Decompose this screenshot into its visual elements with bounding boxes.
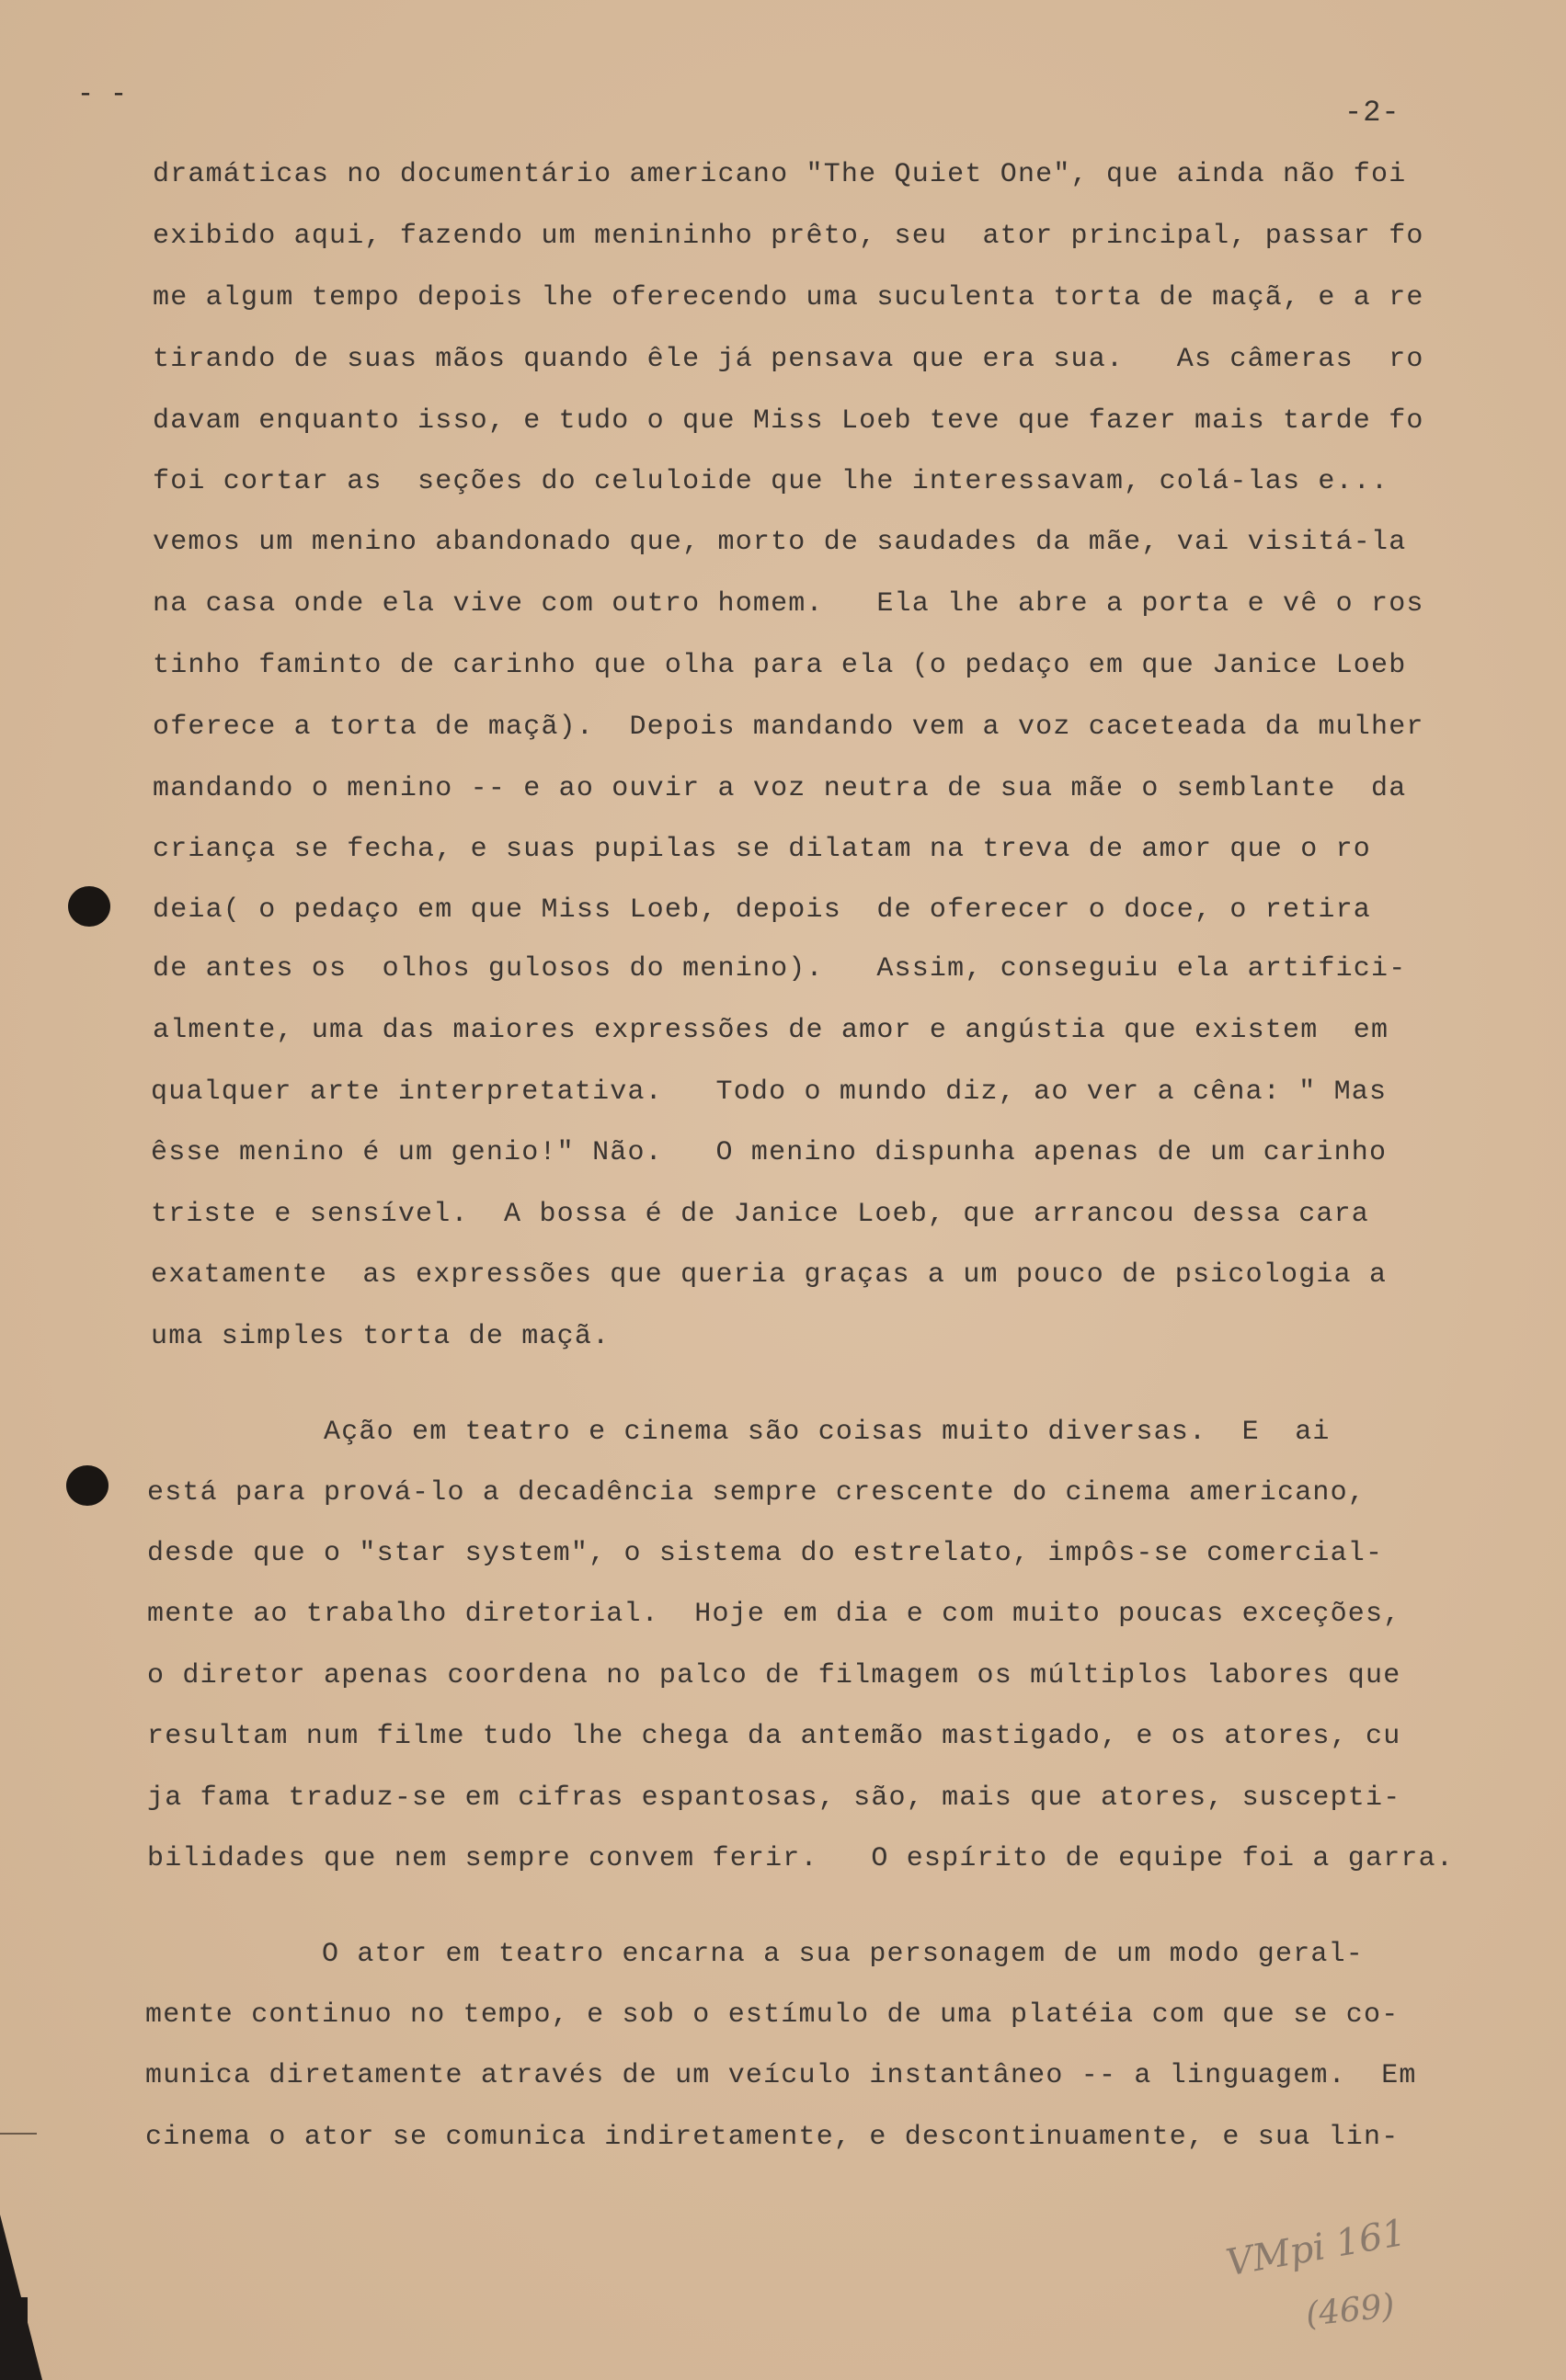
text-line: vemos um menino abandonado que, morto de saudades da mãe, vai visitá-la [153, 527, 1407, 558]
text-line: tirando de suas mãos quando êle já pensava que era sua. As câmeras ro [153, 344, 1424, 375]
text-line: resultam num filme tudo lhe chega da antemão mastigado, e os atores, cu [147, 1721, 1401, 1752]
punch-hole-top [68, 886, 110, 927]
text-line: almente, uma das maiores expressões de amor e angústia que existem em [153, 1015, 1389, 1046]
text-line: de antes os olhos gulosos do menino). Assim, conseguiu ela artifici- [153, 953, 1407, 985]
text-line: mandando o menino -- e ao ouvir a voz neutra de sua mãe o semblante da [153, 773, 1407, 804]
text-line: Ação em teatro e cinema são coisas muito diversas. E ai [147, 1417, 1331, 1448]
text-line: uma simples torta de maçã. [151, 1321, 611, 1352]
text-line: exatamente as expressões que queria graças a um pouco de psicologia a [151, 1259, 1388, 1291]
text-line: dramáticas no documentário americano "The Quiet One", que ainda não foi [153, 159, 1407, 190]
text-line: me algum tempo depois lhe oferecendo uma suculenta torta de maçã, e a re [153, 282, 1424, 313]
text-line: mente continuo no tempo, e sob o estímulo de uma platéia com que se co- [145, 1999, 1400, 2031]
text-line: criança se fecha, e suas pupilas se dilatam na treva de amor que o ro [153, 834, 1372, 865]
text-line: foi cortar as seções do celuloide que lhe interessavam, colá-las e... [153, 466, 1389, 497]
text-line: qualquer arte interpretativa. Todo o mundo diz, ao ver a cêna: " Mas [151, 1076, 1388, 1108]
text-line: munica diretamente através de um veículo instantâneo -- a linguagem. Em [145, 2060, 1417, 2091]
archive-handwritten-note: VMpi 161 [1223, 2211, 1410, 2285]
text-line: deia( o pedaço em que Miss Loeb, depois de oferecer o doce, o retira [153, 894, 1372, 926]
text-line: o diretor apenas coordena no palco de filmagem os múltiplos labores que [147, 1660, 1401, 1691]
page-corner-shadow-fill [0, 2297, 28, 2380]
text-line: O ator em teatro encarna a sua personagem de um modo geral- [145, 1939, 1365, 1970]
archive-handwritten-number: (469) [1304, 2286, 1397, 2334]
edge-mark [0, 2133, 37, 2135]
text-line: mente ao trabalho diretorial. Hoje em dia e com muito poucas exceções, [147, 1599, 1401, 1630]
text-line: ja fama traduz-se em cifras espantosas, são, mais que atores, suscepti- [147, 1782, 1401, 1814]
text-line: davam enquanto isso, e tudo o que Miss Loeb teve que fazer mais tarde fo [153, 405, 1424, 437]
text-line: cinema o ator se comunica indiretamente, e descontinuamente, e sua lin- [145, 2122, 1400, 2153]
text-line: êsse menino é um genio!" Não. O menino dispunha apenas de um carinho [151, 1137, 1388, 1168]
page-number: -2- [1344, 96, 1400, 130]
text-line: na casa onde ela vive com outro homem. Ela lhe abre a porta e vê o ros [153, 588, 1424, 620]
corner-mark: - - [77, 79, 128, 110]
text-line: exibido aqui, fazendo um menininho prêto, seu ator principal, passar fo [153, 221, 1424, 252]
text-line: bilidades que nem sempre convem ferir. O espírito de equipe foi a garra. [147, 1843, 1455, 1874]
text-line: está para prová-lo a decadência sempre crescente do cinema americano, [147, 1477, 1366, 1509]
text-line: triste e sensível. A bossa é de Janice Loeb, que arrancou dessa cara [151, 1199, 1370, 1230]
text-line: tinho faminto de carinho que olha para ela (o pedaço em que Janice Loeb [153, 650, 1407, 681]
text-line: oferece a torta de maçã). Depois mandando vem a voz caceteada da mulher [153, 712, 1424, 743]
punch-hole-bottom [66, 1465, 109, 1506]
text-line: desde que o "star system", o sistema do estrelato, impôs-se comercial- [147, 1538, 1384, 1569]
